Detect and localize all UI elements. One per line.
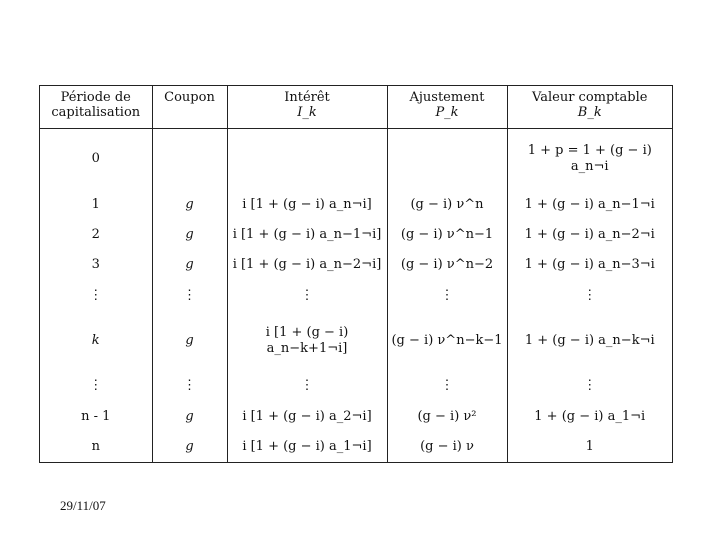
cell-coupon [152, 129, 227, 190]
cell-interest: ⋮ [227, 281, 387, 311]
cell-interest: i [1 + (g − i) a_n−2¬i] [227, 250, 387, 280]
cell-book-value: ⋮ [507, 281, 672, 311]
table-row [40, 281, 672, 311]
cell-interest: i [1 + (g − i) a_2¬i] [227, 401, 387, 431]
cell-adjustment: (g − i) ν^n−k−1 [387, 311, 507, 371]
cell-adjustment: (g − i) ν^n−2 [387, 250, 507, 280]
cell-adjustment: (g − i) ν^n−1 [387, 220, 507, 250]
cell-book-value: 1 [507, 432, 672, 462]
cell-adjustment: (g − i) ν^n [387, 190, 507, 220]
header-period-line2: capitalisation [51, 105, 141, 120]
cell-interest: i [1 + (g − i) a_1¬i] [227, 432, 387, 462]
cell-interest [227, 129, 387, 190]
cell-adjustment [387, 129, 507, 190]
table-body [40, 129, 672, 463]
cell-period: n - 1 [81, 408, 111, 424]
header-book-value-line1: Valeur comptable [532, 90, 648, 105]
cell-adjustment: ⋮ [387, 371, 507, 401]
cell-period: 0 [91, 151, 100, 167]
cell-book-value: 1 + (g − i) a_n−2¬i [507, 220, 672, 250]
cell-period: 3 [91, 257, 100, 273]
cell-coupon: ⋮ [152, 371, 227, 401]
cell-period: ⋮ [89, 378, 103, 394]
header-period [40, 86, 152, 129]
footer-date: 29/11/07 [60, 498, 106, 513]
cell-coupon: g [152, 250, 227, 280]
cell-book-value: 1 + p = 1 + (g − i) a_n¬i [507, 129, 672, 190]
cell-interest: i [1 + (g − i) a_n−k+1¬i] [227, 311, 387, 371]
cell-interest: ⋮ [227, 371, 387, 401]
header-coupon-line1: Coupon [164, 90, 215, 105]
cell-coupon: g [152, 311, 227, 371]
cell-book-value: 1 + (g − i) a_1¬i [507, 401, 672, 431]
cell-coupon: ⋮ [152, 281, 227, 311]
header-interest-line2: I_k [297, 105, 317, 120]
header-period-line1: Période de [60, 90, 131, 105]
header-interest-line1: Intérêt [284, 90, 330, 105]
table-header [40, 86, 672, 129]
cell-period: k [91, 333, 100, 348]
cell-book-value: 1 + (g − i) a_n−1¬i [507, 190, 672, 220]
cell-period: ⋮ [89, 287, 103, 303]
table-row [40, 220, 672, 250]
table-row [40, 432, 672, 462]
table-row [40, 190, 672, 220]
cell-coupon: g [152, 432, 227, 462]
header-adjustment-line1: Ajustement [409, 90, 485, 105]
table-row [40, 401, 672, 431]
table-row [40, 371, 672, 401]
table-row [40, 129, 672, 190]
cell-period: 2 [91, 227, 100, 243]
cell-coupon: g [152, 190, 227, 220]
amortization-table [40, 86, 672, 462]
cell-adjustment: ⋮ [387, 281, 507, 311]
cell-coupon: g [152, 220, 227, 250]
table-row [40, 311, 672, 371]
cell-book-value: 1 + (g − i) a_n−3¬i [507, 250, 672, 280]
cell-interest: i [1 + (g − i) a_n−1¬i] [227, 220, 387, 250]
header-book-value [507, 86, 672, 129]
cell-interest: i [1 + (g − i) a_n¬i] [227, 190, 387, 220]
cell-period: n [91, 438, 100, 454]
header-adjustment [387, 86, 507, 129]
header-book-value-line2: B_k [577, 105, 602, 120]
header-adjustment-line2: P_k [435, 105, 459, 120]
cell-period: 1 [91, 197, 100, 213]
header-interest [227, 86, 387, 129]
cell-adjustment: (g − i) ν² [387, 401, 507, 431]
cell-adjustment: (g − i) ν [387, 432, 507, 462]
table-row [40, 250, 672, 280]
cell-book-value: ⋮ [507, 371, 672, 401]
cell-book-value: 1 + (g − i) a_n−k¬i [507, 311, 672, 371]
amortization-table-frame [39, 85, 673, 463]
cell-coupon: g [152, 401, 227, 431]
header-coupon [152, 86, 227, 129]
